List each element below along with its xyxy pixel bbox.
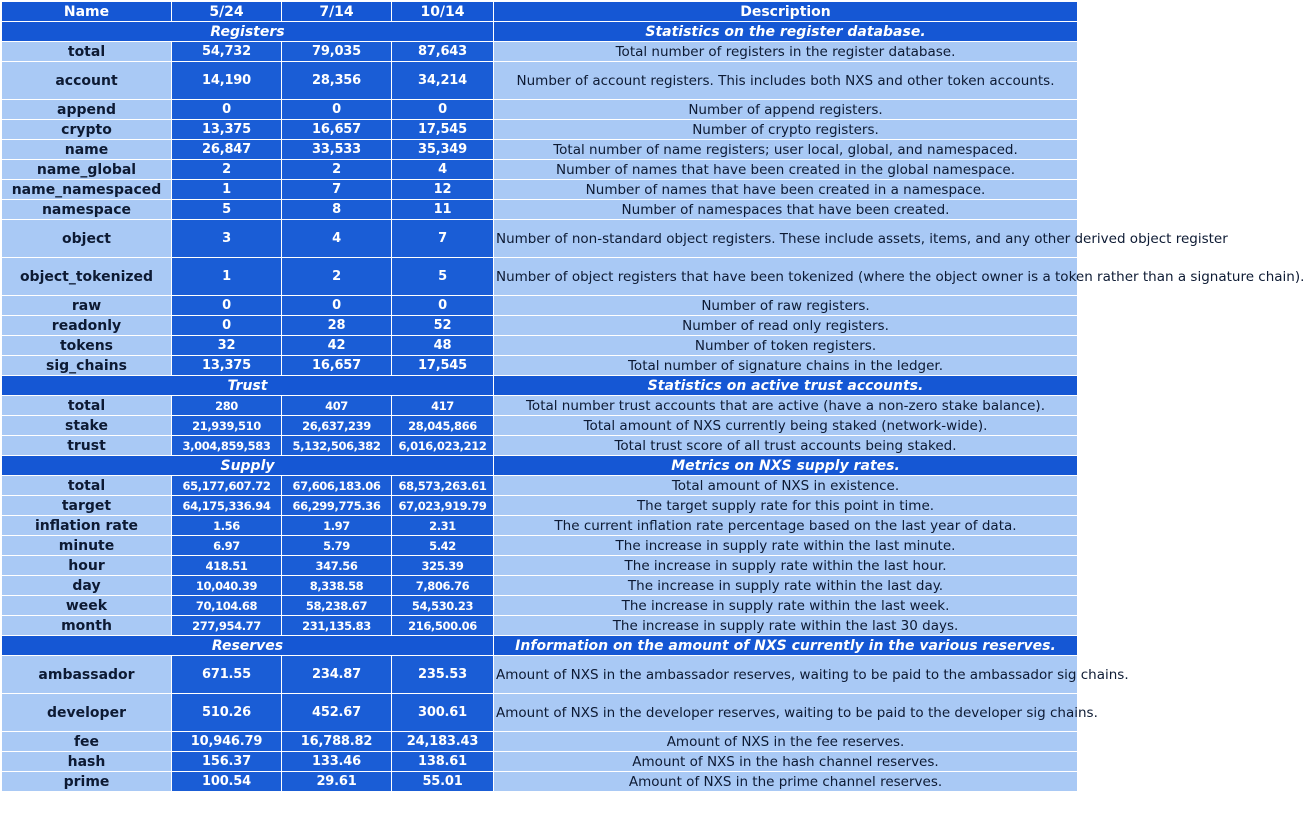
row-name: week [2, 596, 172, 616]
row-value-date-3: 34,214 [392, 62, 494, 100]
row-value-date-3: 67,023,919.79 [392, 496, 494, 516]
table-row [2, 220, 1078, 258]
row-value-date-3: 417 [392, 396, 494, 416]
table-row [2, 752, 1078, 772]
row-value-date-1: 5 [172, 200, 282, 220]
row-value-date-3: 5.42 [392, 536, 494, 556]
table-body [2, 22, 1304, 792]
row-value-date-1: 1 [172, 258, 282, 296]
row-value-date-3: 6,016,023,212 [392, 436, 494, 456]
row-value-date-2: 67,606,183.06 [282, 476, 392, 496]
row-value-date-3: 55.01 [392, 772, 494, 792]
header-row [2, 2, 1078, 22]
row-name: name_namespaced [2, 180, 172, 200]
row-value-date-3: 5 [392, 258, 494, 296]
table-row [2, 258, 1078, 296]
row-value-date-2: 231,135.83 [282, 616, 392, 636]
table-row [2, 496, 1078, 516]
row-name: crypto [2, 120, 172, 140]
table-row [2, 694, 1078, 732]
row-name: trust [2, 436, 172, 456]
table-row [2, 616, 1078, 636]
table-row [2, 476, 1078, 496]
table-row [2, 160, 1078, 180]
row-name: namespace [2, 200, 172, 220]
row-value-date-2: 0 [282, 296, 392, 316]
row-value-date-3: 138.61 [392, 752, 494, 772]
table-row [2, 62, 1078, 100]
row-value-date-1: 21,939,510 [172, 416, 282, 436]
row-description: Number of namespaces that have been created. [494, 200, 1078, 220]
row-name: total [2, 476, 172, 496]
row-value-date-3: 17,545 [392, 356, 494, 376]
row-value-date-3: 24,183.43 [392, 732, 494, 752]
table-row [2, 416, 1078, 436]
row-value-date-3: 300.61 [392, 694, 494, 732]
row-description: Amount of NXS in the fee reserves. [494, 732, 1078, 752]
row-description: Number of object registers that have been tokenized (where the object owner is a token rather than a signature chain). [494, 258, 1078, 296]
row-description: Total number of signature chains in the ledger. [494, 356, 1078, 376]
row-value-date-1: 54,732 [172, 42, 282, 62]
row-value-date-2: 33,533 [282, 140, 392, 160]
row-value-date-2: 234.87 [282, 656, 392, 694]
row-value-date-2: 133.46 [282, 752, 392, 772]
row-value-date-1: 671.55 [172, 656, 282, 694]
row-value-date-3: 235.53 [392, 656, 494, 694]
row-value-date-3: 12 [392, 180, 494, 200]
row-value-date-3: 52 [392, 316, 494, 336]
row-value-date-2: 16,788.82 [282, 732, 392, 752]
row-value-date-2: 28,356 [282, 62, 392, 100]
row-value-date-2: 16,657 [282, 120, 392, 140]
table-row [2, 100, 1078, 120]
table-row [2, 536, 1078, 556]
row-description: Total number of name registers; user local, global, and namespaced. [494, 140, 1078, 160]
row-description: The increase in supply rate within the last hour. [494, 556, 1078, 576]
row-name: stake [2, 416, 172, 436]
section-header-row [2, 22, 1078, 42]
row-value-date-2: 16,657 [282, 356, 392, 376]
row-description: Total amount of NXS in existence. [494, 476, 1078, 496]
row-description: Number of raw registers. [494, 296, 1078, 316]
table-row [2, 316, 1078, 336]
row-value-date-2: 5.79 [282, 536, 392, 556]
row-description: The increase in supply rate within the last minute. [494, 536, 1078, 556]
row-value-date-1: 14,190 [172, 62, 282, 100]
row-value-date-3: 7,806.76 [392, 576, 494, 596]
row-value-date-3: 0 [392, 100, 494, 120]
row-value-date-2: 347.56 [282, 556, 392, 576]
row-value-date-3: 7 [392, 220, 494, 258]
row-value-date-3: 0 [392, 296, 494, 316]
row-description: Number of append registers. [494, 100, 1078, 120]
row-value-date-3: 28,045,866 [392, 416, 494, 436]
section-subtitle: Statistics on active trust accounts. [494, 376, 1078, 396]
row-name: minute [2, 536, 172, 556]
row-value-date-2: 8 [282, 200, 392, 220]
row-name: fee [2, 732, 172, 752]
row-name: account [2, 62, 172, 100]
row-name: developer [2, 694, 172, 732]
row-description: The increase in supply rate within the last 30 days. [494, 616, 1078, 636]
row-name: sig_chains [2, 356, 172, 376]
header-date-1: 5/24 [172, 2, 282, 22]
table-row [2, 556, 1078, 576]
section-title: Registers [2, 22, 494, 42]
row-description: Amount of NXS in the developer reserves, waiting to be paid to the developer sig chains. [494, 694, 1078, 732]
row-value-date-1: 65,177,607.72 [172, 476, 282, 496]
row-description: Number of crypto registers. [494, 120, 1078, 140]
table-row [2, 732, 1078, 752]
row-value-date-2: 66,299,775.36 [282, 496, 392, 516]
row-value-date-2: 5,132,506,382 [282, 436, 392, 456]
row-description: The increase in supply rate within the last day. [494, 576, 1078, 596]
table-row [2, 336, 1078, 356]
table-row [2, 42, 1078, 62]
row-value-date-3: 216,500.06 [392, 616, 494, 636]
row-description: Amount of NXS in the hash channel reserves. [494, 752, 1078, 772]
row-value-date-1: 10,040.39 [172, 576, 282, 596]
row-name: object_tokenized [2, 258, 172, 296]
section-header-row [2, 636, 1078, 656]
row-value-date-2: 28 [282, 316, 392, 336]
section-title: Reserves [2, 636, 494, 656]
row-value-date-1: 10,946.79 [172, 732, 282, 752]
row-value-date-1: 280 [172, 396, 282, 416]
row-name: name [2, 140, 172, 160]
row-value-date-2: 0 [282, 100, 392, 120]
row-description: The target supply rate for this point in time. [494, 496, 1078, 516]
row-value-date-1: 1 [172, 180, 282, 200]
table-row [2, 576, 1078, 596]
row-value-date-3: 2.31 [392, 516, 494, 536]
row-value-date-2: 58,238.67 [282, 596, 392, 616]
row-description: Total number of registers in the register database. [494, 42, 1078, 62]
row-value-date-1: 32 [172, 336, 282, 356]
row-value-date-3: 35,349 [392, 140, 494, 160]
row-value-date-2: 26,637,239 [282, 416, 392, 436]
row-value-date-1: 277,954.77 [172, 616, 282, 636]
row-value-date-1: 0 [172, 100, 282, 120]
row-name: total [2, 396, 172, 416]
table-row [2, 120, 1078, 140]
row-value-date-1: 6.97 [172, 536, 282, 556]
section-header-row [2, 376, 1078, 396]
section-subtitle: Information on the amount of NXS currently in the various reserves. [494, 636, 1078, 656]
row-value-date-3: 11 [392, 200, 494, 220]
row-value-date-1: 1.56 [172, 516, 282, 536]
row-value-date-3: 68,573,263.61 [392, 476, 494, 496]
row-name: readonly [2, 316, 172, 336]
row-value-date-1: 64,175,336.94 [172, 496, 282, 516]
row-value-date-3: 48 [392, 336, 494, 356]
row-value-date-2: 452.67 [282, 694, 392, 732]
row-value-date-2: 407 [282, 396, 392, 416]
row-name: total [2, 42, 172, 62]
row-description: Number of read only registers. [494, 316, 1078, 336]
row-name: raw [2, 296, 172, 316]
table-row [2, 596, 1078, 616]
row-value-date-2: 1.97 [282, 516, 392, 536]
section-header-row [2, 456, 1078, 476]
row-value-date-1: 13,375 [172, 356, 282, 376]
header-description: Description [494, 2, 1078, 22]
header-name: Name [2, 2, 172, 22]
section-subtitle: Metrics on NXS supply rates. [494, 456, 1078, 476]
row-name: object [2, 220, 172, 258]
row-name: month [2, 616, 172, 636]
row-description: Total number trust accounts that are active (have a non-zero stake balance). [494, 396, 1078, 416]
row-value-date-1: 2 [172, 160, 282, 180]
row-value-date-2: 4 [282, 220, 392, 258]
stats-table [1, 1, 1304, 792]
row-description: Number of non-standard object registers. These include assets, items, and any other derived object register [494, 220, 1078, 258]
row-value-date-1: 70,104.68 [172, 596, 282, 616]
row-value-date-2: 8,338.58 [282, 576, 392, 596]
row-description: Amount of NXS in the ambassador reserves, waiting to be paid to the ambassador sig chains. [494, 656, 1078, 694]
row-name: name_global [2, 160, 172, 180]
table-row [2, 516, 1078, 536]
table-row [2, 296, 1078, 316]
row-value-date-2: 2 [282, 160, 392, 180]
row-description: Number of token registers. [494, 336, 1078, 356]
row-value-date-2: 2 [282, 258, 392, 296]
row-description: Amount of NXS in the prime channel reserves. [494, 772, 1078, 792]
header-date-3: 10/14 [392, 2, 494, 22]
row-value-date-2: 79,035 [282, 42, 392, 62]
row-value-date-3: 54,530.23 [392, 596, 494, 616]
row-value-date-2: 42 [282, 336, 392, 356]
table-row [2, 436, 1078, 456]
row-value-date-1: 13,375 [172, 120, 282, 140]
table-row [2, 396, 1078, 416]
row-name: prime [2, 772, 172, 792]
row-description: Total amount of NXS currently being staked (network-wide). [494, 416, 1078, 436]
table-row [2, 200, 1078, 220]
row-name: hash [2, 752, 172, 772]
table-row [2, 140, 1078, 160]
row-value-date-3: 87,643 [392, 42, 494, 62]
row-description: Total trust score of all trust accounts being staked. [494, 436, 1078, 456]
row-name: ambassador [2, 656, 172, 694]
row-value-date-2: 29.61 [282, 772, 392, 792]
row-value-date-1: 3 [172, 220, 282, 258]
row-value-date-1: 26,847 [172, 140, 282, 160]
row-value-date-1: 418.51 [172, 556, 282, 576]
section-title: Trust [2, 376, 494, 396]
table-row [2, 356, 1078, 376]
row-value-date-1: 0 [172, 316, 282, 336]
section-subtitle: Statistics on the register database. [494, 22, 1078, 42]
section-title: Supply [2, 456, 494, 476]
row-value-date-3: 4 [392, 160, 494, 180]
row-name: hour [2, 556, 172, 576]
row-name: append [2, 100, 172, 120]
table-row [2, 772, 1078, 792]
header-date-2: 7/14 [282, 2, 392, 22]
row-value-date-1: 100.54 [172, 772, 282, 792]
row-name: tokens [2, 336, 172, 356]
row-value-date-1: 156.37 [172, 752, 282, 772]
row-value-date-1: 510.26 [172, 694, 282, 732]
row-value-date-1: 3,004,859,583 [172, 436, 282, 456]
row-value-date-2: 7 [282, 180, 392, 200]
row-description: Number of account registers. This includes both NXS and other token accounts. [494, 62, 1078, 100]
row-name: inflation rate [2, 516, 172, 536]
row-name: target [2, 496, 172, 516]
row-description: Number of names that have been created in a namespace. [494, 180, 1078, 200]
row-description: The increase in supply rate within the last week. [494, 596, 1078, 616]
row-description: Number of names that have been created in the global namespace. [494, 160, 1078, 180]
row-value-date-1: 0 [172, 296, 282, 316]
row-value-date-3: 325.39 [392, 556, 494, 576]
row-description: The current inflation rate percentage based on the last year of data. [494, 516, 1078, 536]
table-row [2, 656, 1078, 694]
table-row [2, 180, 1078, 200]
row-name: day [2, 576, 172, 596]
row-value-date-3: 17,545 [392, 120, 494, 140]
